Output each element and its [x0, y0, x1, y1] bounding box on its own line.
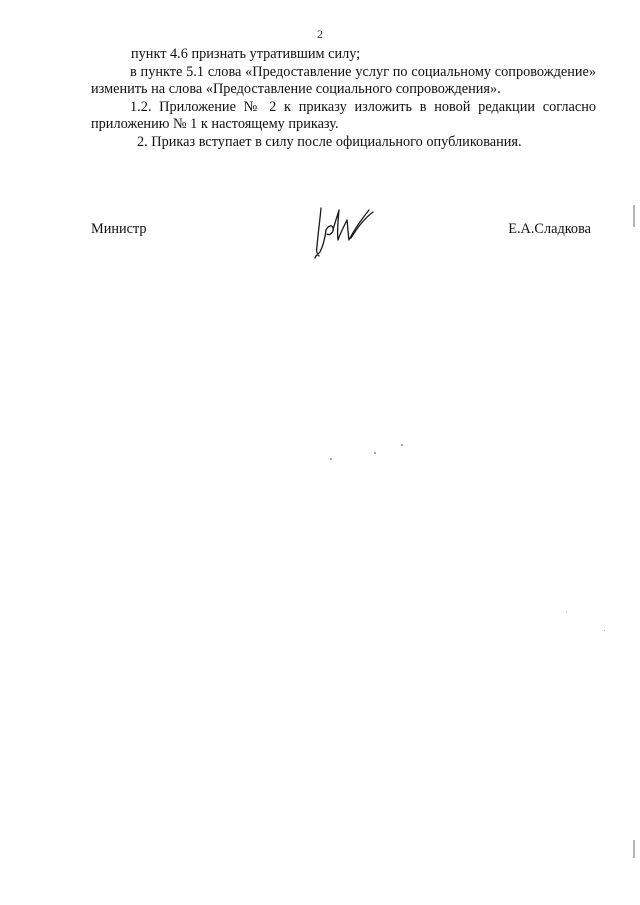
scan-speck: [374, 452, 376, 454]
signature-block: [91, 200, 591, 260]
scan-speck: [604, 630, 605, 631]
paragraph-item-4-6: пункт 4.6 признать утратившим силу;: [131, 46, 361, 62]
page-number: 2: [317, 27, 323, 41]
paragraph-2: 2. Приказ вступает в силу после официального опубликования.: [137, 133, 522, 150]
handwritten-signature: [311, 200, 379, 260]
scan-speck: [566, 612, 567, 613]
scan-speck: [401, 444, 403, 446]
signer-position: Министр: [91, 221, 147, 237]
document-body: [91, 46, 596, 152]
scan-speck: [330, 458, 332, 460]
paragraph-1-2: 1.2. Приложение № 2 к приказу изложить в новой редакции согласно приложению № 1 к настоящему приказу.: [91, 98, 596, 133]
signer-name: Е.А.Сладкова: [508, 221, 591, 237]
paragraph-item-5-1: в пункте 5.1 слова «Предоставление услуг по социальному сопровождение» изменить на слова «Предоставление социального сопровождения».: [91, 63, 596, 98]
scan-edge-mark: [633, 205, 635, 227]
scan-edge-mark: [633, 840, 635, 858]
